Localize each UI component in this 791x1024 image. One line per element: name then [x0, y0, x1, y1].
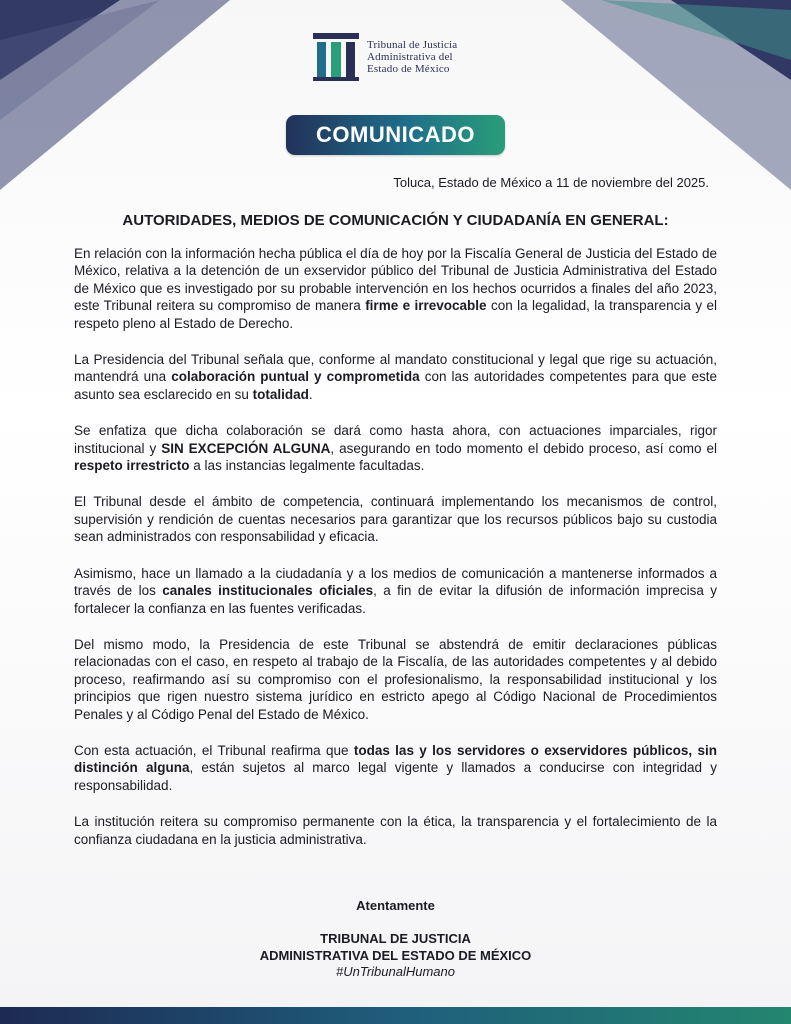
paragraph-8: La institución reitera su compromiso permanente con la ética, la transparencia y el fortalecimiento de la confianza ciudadana en la justicia administrativa.	[74, 814, 717, 847]
p1-text-c: con la legalidad, la transparencia y el respeto pleno al Estado de Derecho.	[74, 298, 717, 331]
corner-decoration-left	[0, 0, 230, 190]
p2-text-c: con las autoridades competentes para que este asunto sea esclarecido en su	[74, 369, 717, 402]
document-body	[74, 245, 717, 867]
logo-line-2: Administrativa del	[367, 51, 453, 63]
logo-text	[367, 39, 457, 75]
p2-text-a: La Presidencia del Tribunal señala que, conforme al mandato constitucional y legal que rige su actuación, mantendrá una	[74, 352, 717, 385]
paragraph-4: El Tribunal desde el ámbito de competencia, continuará implementando los mecanismos de control, supervisión y rendición de cuentas necesarios para garantizar que los recursos públicos bajo su custodia sean administrados con responsabilidad y eficacia.	[74, 494, 717, 545]
paragraph-2	[74, 351, 717, 403]
p5-text-c: , a fin de evitar la difusión de información imprecisa y fortalecer la confianza en las fuentes verificadas.	[74, 583, 717, 616]
p2-emphasis-1: colaboración puntual y comprometida	[171, 369, 420, 385]
paragraph-5	[74, 565, 717, 617]
corner-decoration-right	[561, 0, 791, 190]
closing-salutation: Atentamente	[356, 898, 435, 913]
p3-text-c: , asegurando en todo momento el debido proceso, así como el	[330, 440, 717, 456]
p7-emphasis: todas las y los servidores o exservidores públicos, sin distinción alguna	[74, 742, 717, 776]
tribunal-logo	[313, 33, 457, 81]
paragraph-7	[74, 742, 717, 794]
logo-line-3: Estado de México	[367, 63, 450, 75]
signature-hashtag: #UnTribunalHumano	[336, 964, 455, 979]
p2-text-e: .	[308, 386, 313, 402]
p1-text-a: En relación con la información hecha pública el día de hoy por la Fiscalía General de Justicia del Estado de México, relativa a la detención de un exservidor público del Tribunal de Justicia Administrativa del Estado de México que es investigado por su probable intervención en los hechos ocurridos a finales del año 2023, este Tribunal reitera su compromiso de manera	[74, 246, 717, 314]
p3-text-a: Se enfatiza que dicha colaboración se dará como hasta ahora, con actuaciones imparciales, rigor institucional y	[74, 423, 717, 456]
p7-text-a: Con esta actuación, el Tribunal reafirma que	[74, 742, 354, 758]
paragraph-1	[74, 245, 717, 332]
tribunal-logo-icon	[313, 33, 359, 81]
greeting-heading: AUTORIDADES, MEDIOS DE COMUNICACIÓN Y CIUDADANÍA EN GENERAL:	[122, 212, 669, 229]
p2-emphasis-2: totalidad	[252, 386, 309, 402]
footer-bar	[0, 1007, 791, 1024]
p3-emphasis-1: SIN EXCEPCIÓN ALGUNA	[161, 440, 331, 456]
paragraph-6: Del mismo modo, la Presidencia de este Tribunal se abstendrá de emitir declaraciones públicas relacionadas con el caso, en respeto al trabajo de la Fiscalía, de las autoridades competentes y al debido proceso, reafirmando así su compromiso con el profesionalismo, la responsabilidad institucional y los principios que rigen nuestro sistema jurídico en estricto apego al Código Nacional de Procedimientos Penales y al Código Penal del Estado de México.	[74, 636, 717, 722]
p5-text-a: Asimismo, hace un llamado a la ciudadanía y a los medios de comunicación a mantenerse informados a través de los	[74, 565, 717, 599]
p7-text-c: , están sujetos al marco legal vigente y llamados a conducirse con integridad y responsabilidad.	[74, 760, 717, 793]
logo-line-1: Tribunal de Justicia	[367, 39, 458, 51]
p1-emphasis: firme e irrevocable	[365, 298, 487, 314]
signature-line-2: ADMINISTRATIVA DEL ESTADO DE MÉXICO	[259, 947, 532, 963]
comunicado-banner: COMUNICADO	[286, 115, 505, 155]
signature-line-1: TRIBUNAL DE JUSTICIA	[320, 931, 471, 946]
paragraph-3	[74, 422, 717, 474]
p3-emphasis-2: respeto irrestricto	[74, 458, 190, 474]
document-date: Toluca, Estado de México a 11 de noviembre del 2025.	[393, 175, 709, 190]
p3-text-e: a las instancias legalmente facultadas.	[189, 458, 425, 474]
p5-emphasis: canales institucionales oficiales	[162, 583, 374, 599]
signature-block	[0, 931, 791, 981]
